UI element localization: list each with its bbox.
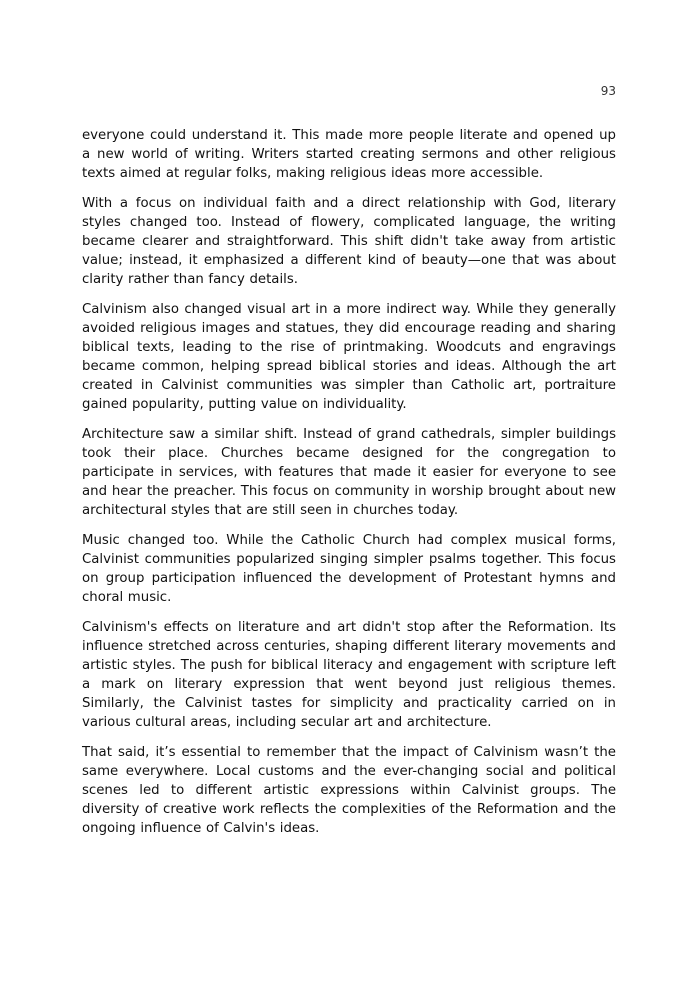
paragraph: With a focus on individual faith and a direct relationship with God, literary styles changed too. Instead of flowery, complicated language, the writing became clearer and straightforward. This shift didn't take away from artistic value; instead, it emphasized a different kind of beauty—one that was about clarity rather than fancy details. (82, 196, 616, 287)
body-text (82, 126, 616, 849)
paragraph: Music changed too. While the Catholic Church had complex musical forms, Calvinist communities popularized singing simpler psalms together. This focus on group participation influenced the development of Protestant hymns and choral music. (82, 533, 616, 605)
paragraph: everyone could understand it. This made more people literate and opened up a new world of writing. Writers started creating sermons and other religious texts aimed at regular folks, making religious ideas more accessible. (82, 128, 616, 181)
paragraph: Calvinism also changed visual art in a more indirect way. While they generally avoided religious images and statues, they did encourage reading and sharing biblical texts, leading to the rise of printmaking. Woodcuts and engravings became common, helping spread biblical stories and ideas. Although the art created in Calvinist communities was simpler than Catholic art, portraiture gained popularity, putting value on individuality. (82, 302, 616, 412)
paragraph: Calvinism's effects on literature and art didn't stop after the Reformation. Its influence stretched across centuries, shaping different literary movements and artistic styles. The push for biblical literacy and engagement with scripture left a mark on literary expression that went beyond just religious themes. Similarly, the Calvinist tastes for simplicity and practicality carried on in various cultural areas, including secular art and architecture. (82, 620, 616, 730)
paragraph: Architecture saw a similar shift. Instead of grand cathedrals, simpler buildings took their place. Churches became designed for the congregation to participate in services, with features that made it easier for everyone to see and hear the preacher. This focus on community in worship brought about new architectural styles that are still seen in churches today. (82, 427, 616, 518)
paragraph: That said, it’s essential to remember that the impact of Calvinism wasn’t the same everywhere. Local customs and the ever-changing social and political scenes led to different artistic expressions within Calvinist groups. The diversity of creative work reflects the complexities of the Reformation and the ongoing influence of Calvin's ideas. (82, 745, 616, 836)
page-number: 93 (600, 84, 616, 98)
